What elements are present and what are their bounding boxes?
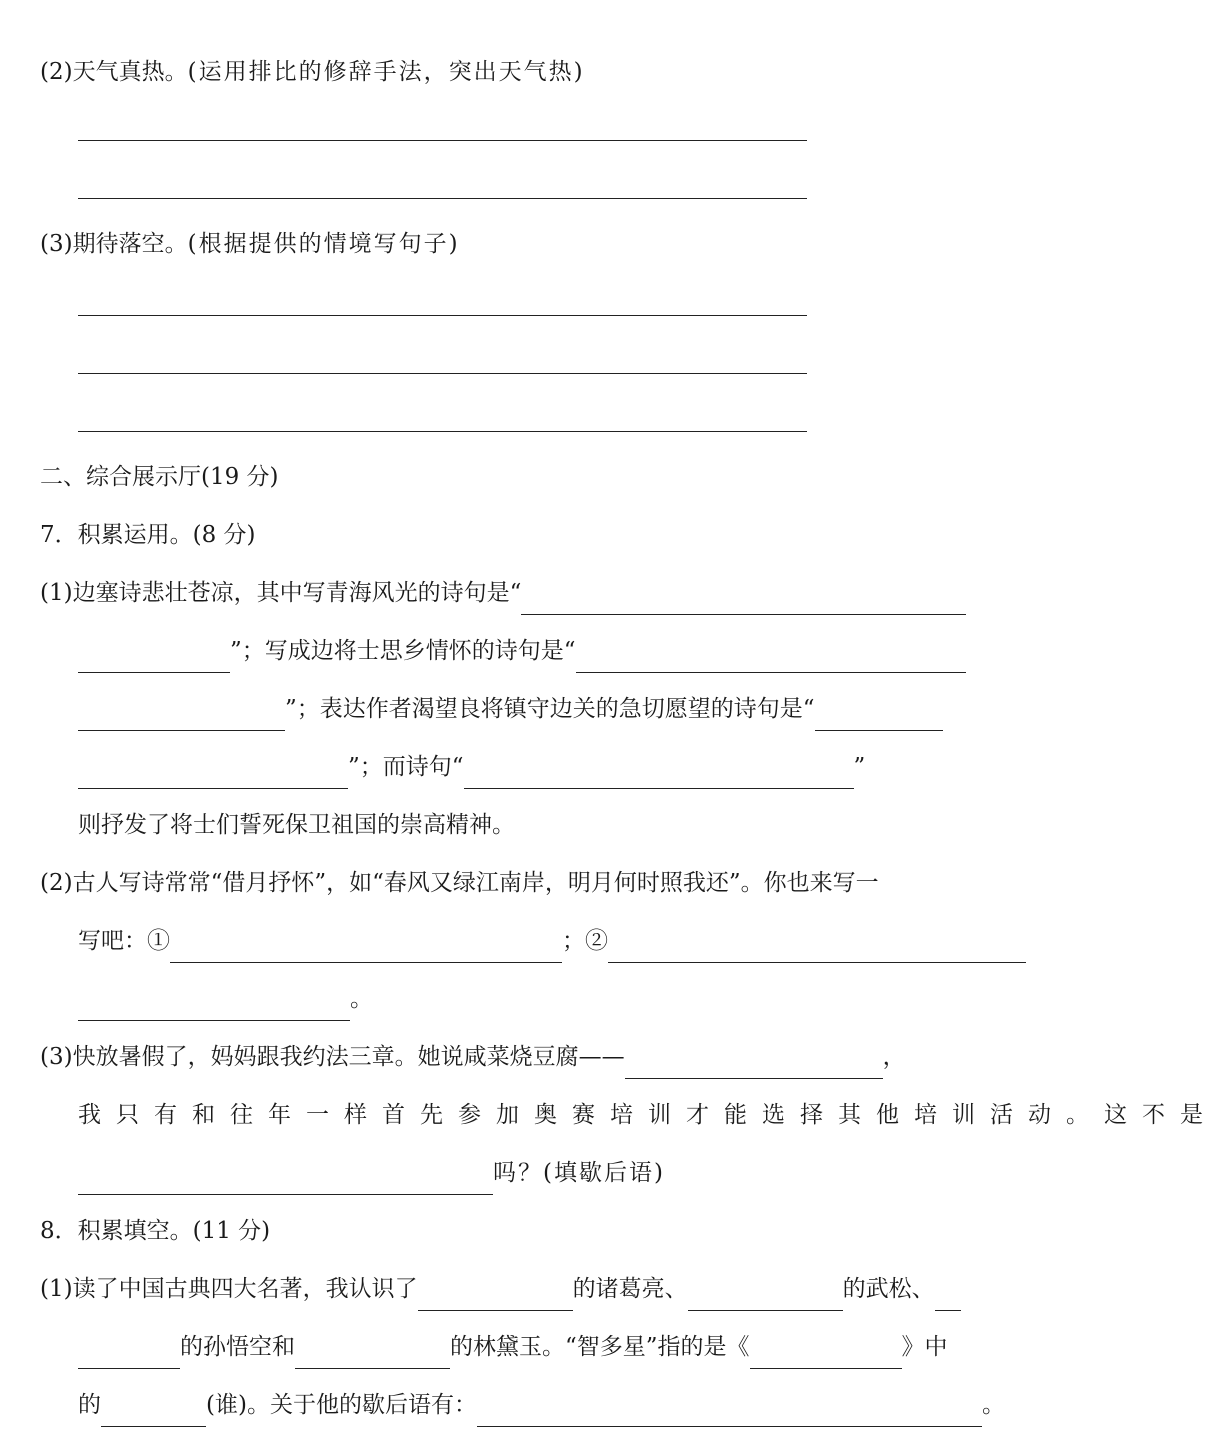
q6-item2-hint: (运用排比的修辞手法，突出天气热) <box>187 59 585 85</box>
q7-item3-line3 <box>78 1151 665 1195</box>
q7-title: 7．积累运用。(8 分) <box>40 522 256 548</box>
q7-item3-blank-1[interactable] <box>625 1049 883 1079</box>
q7-item2-line2b: ；② <box>562 928 608 954</box>
q7-item2-line2a: 写吧：① <box>78 928 170 954</box>
q7-item3-line3-text: 吗？(填歇后语) <box>493 1160 665 1186</box>
q7-item1-part2: ”；写成边将士思乡情怀的诗句是“ <box>230 638 576 664</box>
q6-item3-answer-line-3[interactable] <box>78 431 807 432</box>
q8-item1-text-h: (谁)。关于他的歇后语有： <box>206 1392 477 1418</box>
q8-item1-line3 <box>78 1383 1005 1427</box>
q6-item2-answer-line-1[interactable] <box>78 140 807 141</box>
q6-item2-line <box>40 50 585 94</box>
q7-item3-line2-text: 我只有和往年一样首先参加奥赛培训才能选择其他培训活动。这不是 <box>78 1102 1218 1128</box>
q8-item1-text-g: 的 <box>78 1392 101 1418</box>
section2-title: 二、综合展示厅(19 分) <box>40 464 279 490</box>
q8-item1-number: (1) <box>40 1276 73 1302</box>
q8-item1-text-f: 》中 <box>901 1334 948 1360</box>
q7-heading <box>40 513 256 557</box>
q8-item1-text-c: 的武松、 <box>842 1276 935 1302</box>
q7-item3-line2 <box>78 1093 1218 1137</box>
q7-item3-blank-2[interactable] <box>78 1165 493 1195</box>
q8-item1-blank-4[interactable] <box>295 1339 450 1369</box>
q7-item2-end: 。 <box>350 986 373 1012</box>
q7-item1-blank-4[interactable] <box>464 759 854 789</box>
q8-item1-blank-1[interactable] <box>418 1281 573 1311</box>
q7-item1-part4: ”；而诗句“ <box>348 754 464 780</box>
q7-item2-blank-2b[interactable] <box>78 991 350 1021</box>
q6-item3-answer-line-2[interactable] <box>78 373 807 374</box>
q8-item1-line1 <box>40 1267 961 1311</box>
q7-item1-blank-2a[interactable] <box>576 643 966 673</box>
q8-item1-text-d: 的孙悟空和 <box>180 1334 295 1360</box>
q7-item2-line1 <box>40 861 879 905</box>
q8-title: 8．积累填空。(11 分) <box>40 1218 271 1244</box>
q7-item2-number: (2) <box>40 870 73 896</box>
q6-item3-answer-line-1[interactable] <box>78 315 807 316</box>
q8-item1-text-i: 。 <box>981 1392 1005 1418</box>
q7-item1-line4 <box>78 745 865 789</box>
q7-item1-line3 <box>78 687 943 731</box>
q8-item1-blank-6[interactable] <box>101 1397 206 1427</box>
q8-item1-blank-5[interactable] <box>750 1339 902 1369</box>
q7-item2-line2 <box>78 919 1026 963</box>
q8-item1-blank-7[interactable] <box>477 1397 982 1427</box>
q8-heading <box>40 1209 270 1253</box>
q8-item1-blank-2[interactable] <box>688 1281 843 1311</box>
q6-item3-text: 期待落空。 <box>72 231 188 257</box>
q8-item1-line2 <box>78 1325 948 1369</box>
q7-item1-blank-1b[interactable] <box>78 643 230 673</box>
q8-item1-blank-3a[interactable] <box>935 1281 961 1311</box>
q8-item1-text-a: 读了中国古典四大名著，我认识了 <box>72 1276 418 1302</box>
q6-item2-number: (2) <box>40 59 73 85</box>
q7-item2-text: 古人写诗常常“借月抒怀”，如“春风又绿江南岸，明月何时照我还”。你也来写一 <box>72 870 879 896</box>
q7-item1-part6: 则抒发了将士们誓死保卫祖国的崇高精神。 <box>78 812 515 838</box>
q7-item2-line3 <box>78 977 373 1021</box>
q7-item3-text: 快放暑假了，妈妈跟我约法三章。她说咸菜烧豆腐—— <box>72 1044 625 1070</box>
q7-item3-number: (3) <box>40 1044 73 1070</box>
q8-item1-text-e: 的林黛玉。“智多星”指的是《 <box>450 1334 750 1360</box>
q7-item2-blank-2a[interactable] <box>608 933 1026 963</box>
q7-item2-blank-1[interactable] <box>170 933 562 963</box>
q7-item3-comma: ， <box>882 1044 906 1070</box>
q7-item1-blank-3a[interactable] <box>815 701 943 731</box>
q8-item1-blank-3b[interactable] <box>78 1339 180 1369</box>
q7-item1-line2 <box>78 629 966 673</box>
q6-item3-hint: (根据提供的情境写句子) <box>187 231 460 257</box>
q7-item1-number: (1) <box>40 580 73 606</box>
q6-item3-line <box>40 222 460 266</box>
q8-item1-text-b: 的诸葛亮、 <box>572 1276 688 1302</box>
q7-item1-line1 <box>40 571 966 615</box>
q7-item1-line5 <box>78 803 515 847</box>
q7-item3-line1 <box>40 1035 906 1079</box>
q7-item1-part3: ”；表达作者渴望良将镇守边关的急切愿望的诗句是“ <box>285 696 815 722</box>
q7-item1-part5: ” <box>853 754 866 780</box>
q6-item2-answer-line-2[interactable] <box>78 198 807 199</box>
q6-item3-number: (3) <box>40 231 73 257</box>
q7-item1-blank-2b[interactable] <box>78 701 285 731</box>
q6-item2-text: 天气真热。 <box>72 59 188 85</box>
section2-heading <box>40 455 279 499</box>
q7-item1-part1: 边塞诗悲壮苍凉，其中写青海风光的诗句是“ <box>72 580 522 606</box>
q7-item1-blank-1a[interactable] <box>521 585 966 615</box>
q7-item1-blank-3b[interactable] <box>78 759 348 789</box>
